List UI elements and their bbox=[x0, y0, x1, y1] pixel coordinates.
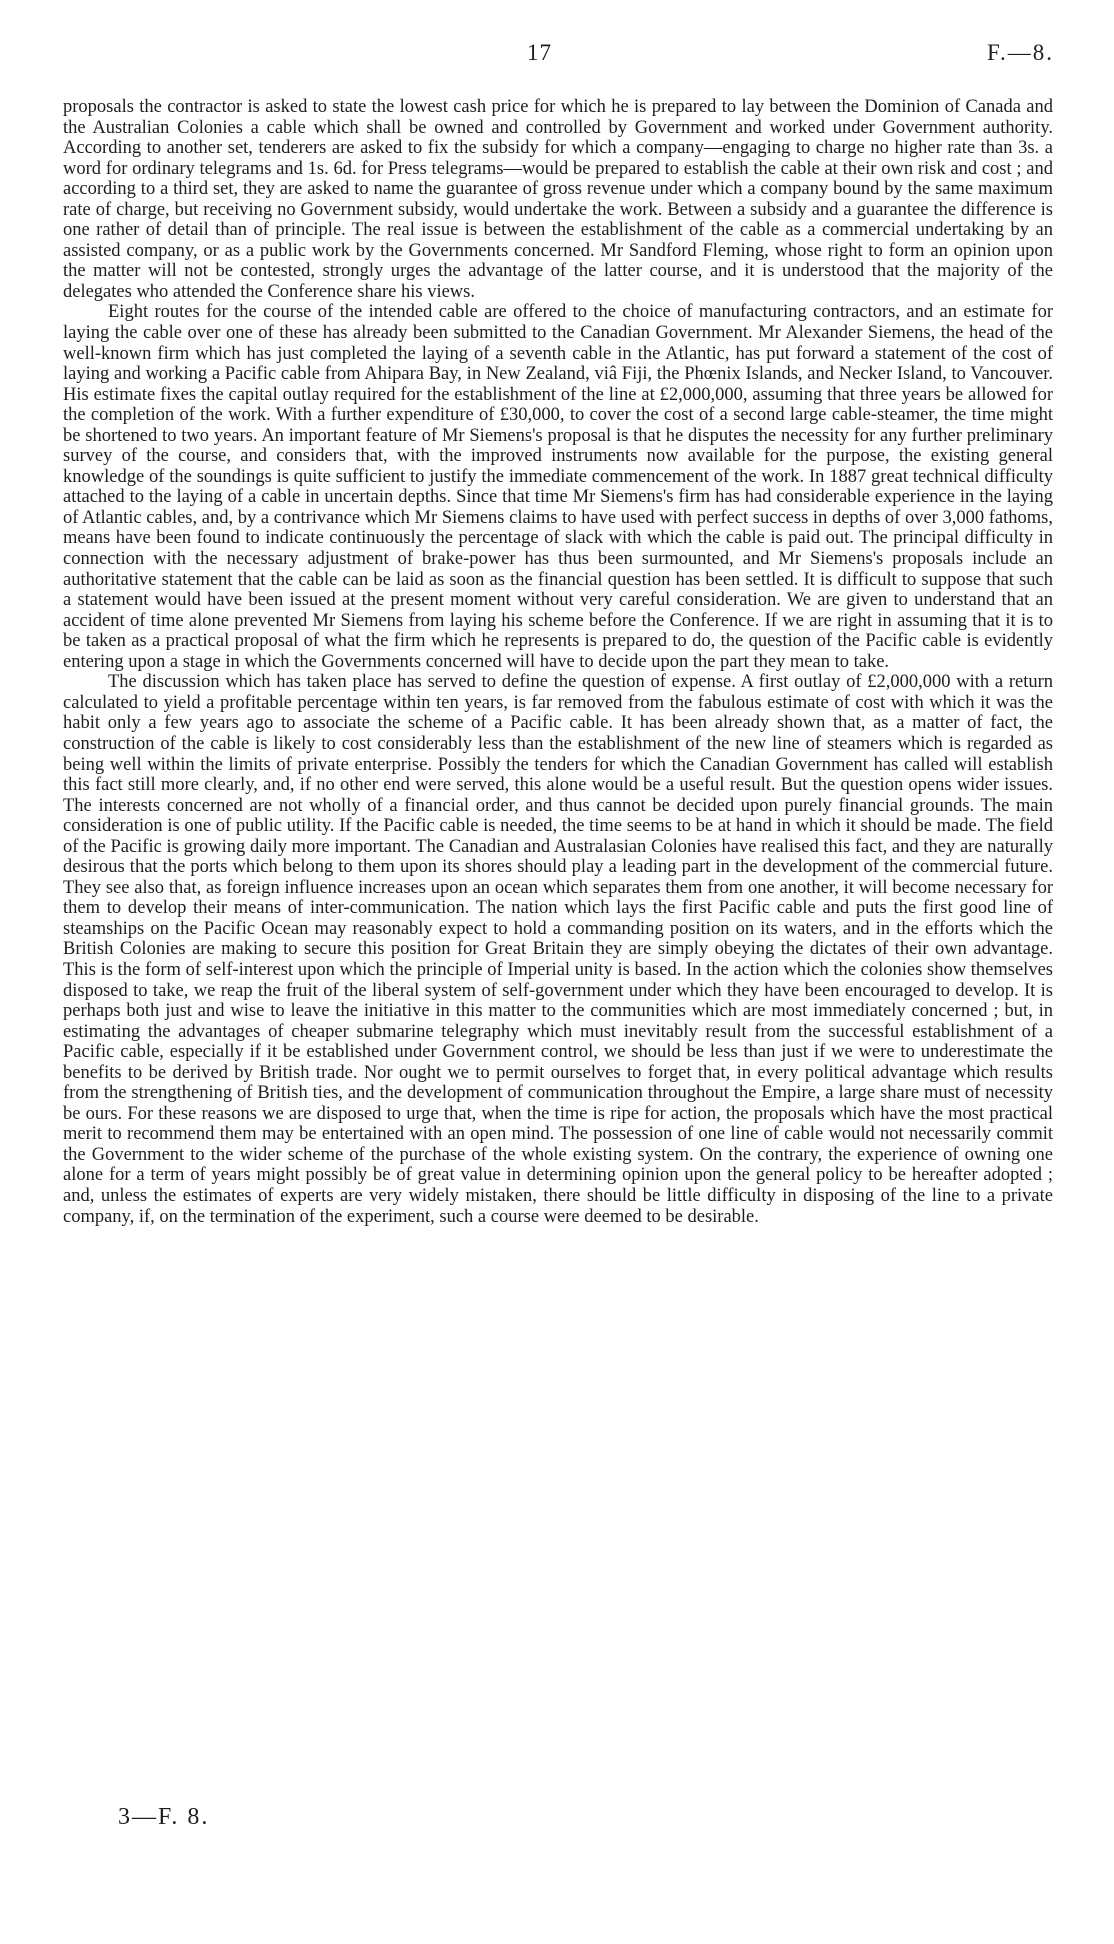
document-reference: F.—8. bbox=[987, 40, 1054, 65]
page-number: 17 bbox=[527, 40, 552, 65]
paragraph-2: Eight routes for the course of the intended cable are offered to the choice of manufacturing contractors, and an estimate for laying the cable over one of these has already been submitted to the Canadian Government. Mr Alexander Siemens, the head of the well-known firm which has just completed the laying of a seventh cable in the Atlantic, has put forward a statement of the cost of laying and working a Pacific cable from Ahipara Bay, in New Zealand, viâ Fiji, the Phœnix Islands, and Necker Island, to Vancouver. His estimate fixes the capital outlay required for the establishment of the line at £2,000,000, assuming that three years be allowed for the completion of the work. With a further expenditure of £30,000, to cover the cost of a second large cable-steamer, the time might be shortened to two years. An important feature of Mr Siemens's proposal is that he disputes the necessity for any further preliminary survey of the course, and considers that, with the improved instruments now available for the purpose, the existing general knowledge of the soundings is quite sufficient to justify the immediate commencement of the work. In 1887 great technical difficulty attached to the laying of a cable in uncertain depths. Since that time Mr Siemens's firm has had considerable experience in the laying of Atlantic cables, and, by a contrivance which Mr Siemens claims to have used with perfect success in depths of over 3,000 fathoms, means have been found to indicate continuously the percentage of slack with which the cable is paid out. The principal difficulty in connection with the necessary adjustment of brake-power has thus been surmounted, and Mr Siemens's proposals include an authoritative statement that the cable can be laid as soon as the financial question has been settled. It is difficult to suppose that such a statement would have been issued at the present moment without very careful consideration. We are given to understand that an accident of time alone prevented Mr Siemens from laying his scheme before the Conference. If we are right in assuming that it is to be taken as a practical proposal of what the firm which he represents is prepared to do, the question of the Pacific cable is evidently entering upon a stage in which the Governments concerned will have to decide upon the part they mean to take. bbox=[63, 302, 1053, 672]
article-body bbox=[63, 97, 1053, 1227]
signature-mark: 3—F. 8. bbox=[118, 1804, 210, 1830]
paragraph-1: proposals the contractor is asked to state the lowest cash price for which he is prepared to lay between the Dominion of Canada and the Australian Colonies a cable which shall be owned and controlled by Government and worked under Government authority. According to another set, tenderers are asked to fix the subsidy for which a company—engaging to charge no higher rate than 3s. a word for ordinary telegrams and 1s. 6d. for Press telegrams—would be prepared to establish the cable at their own risk and cost ; and according to a third set, they are asked to name the guarantee of gross revenue under which a company bound by the same maximum rate of charge, but receiving no Government subsidy, would undertake the work. Between a subsidy and a guarantee the difference is one rather of detail than of principle. The real issue is between the establishment of the cable as a commercial undertaking by an assisted company, or as a public work by the Governments concerned. Mr Sandford Fleming, whose right to form an opinion upon the matter will not be contested, strongly urges the advantage of the latter course, and it is understood that the majority of the delegates who attended the Conference share his views. bbox=[63, 97, 1053, 302]
paragraph-3: The discussion which has taken place has served to define the question of expense. A first outlay of £2,000,000 with a return calculated to yield a profitable percentage within ten years, is far removed from the fabulous estimate of cost with which it was the habit only a few years ago to associate the scheme of a Pacific cable. It has been already shown that, as a matter of fact, the construction of the cable is likely to cost considerably less than the establishment of the new line of steamers which is regarded as being well within the limits of private enterprise. Possibly the tenders for which the Canadian Government has called will establish this fact still more clearly, and, if no other end were served, this alone would be a useful result. But the question opens wider issues. The interests concerned are not wholly of a financial order, and thus cannot be decided upon purely financial grounds. The main consideration is one of public utility. If the Pacific cable is needed, the time seems to be at hand in which it should be made. The field of the Pacific is growing daily more important. The Canadian and Australasian Colonies have realised this fact, and they are naturally desirous that the ports which belong to them upon its shores should play a leading part in the development of the commercial future. They see also that, as foreign influence increases upon an ocean which separates them from one another, it will become necessary for them to develop their means of inter-communication. The nation which lays the first Pacific cable and puts the first good line of steamships on the Pacific Ocean may reasonably expect to hold a commanding position on its waters, and in the efforts which the British Colonies are making to secure this position for Great Britain they are simply obeying the dictates of their own advantage. This is the form of self-interest upon which the principle of Imperial unity is based. In the action which the colonies show themselves disposed to take, we reap the fruit of the liberal system of self-government under which they have been encouraged to develop. It is perhaps both just and wise to leave the initiative in this matter to the communities which are most immediately concerned ; but, in estimating the advantages of cheaper submarine telegraphy which must inevitably result from the successful establishment of a Pacific cable, especially if it be established under Government control, we should be less than just if we were to underestimate the benefits to be derived by British trade. Nor ought we to permit ourselves to forget that, in every political advantage which results from the strengthening of British ties, and the development of communication throughout the Empire, a large share must of necessity be ours. For these reasons we are disposed to urge that, when the time is ripe for action, the proposals which have the most practical merit to recommend them may be entertained with an open mind. The possession of one line of cable would not necessarily commit the Government to the wider scheme of the purchase of the whole existing system. On the contrary, the experience of owning one alone for a term of years might possibly be of great value in determining opinion upon the general policy to be hereafter adopted ; and, unless the estimates of experts are very widely mistaken, there should be little difficulty in disposing of the line to a private company, if, on the termination of the experiment, such a course were deemed to be desirable. bbox=[63, 672, 1053, 1227]
